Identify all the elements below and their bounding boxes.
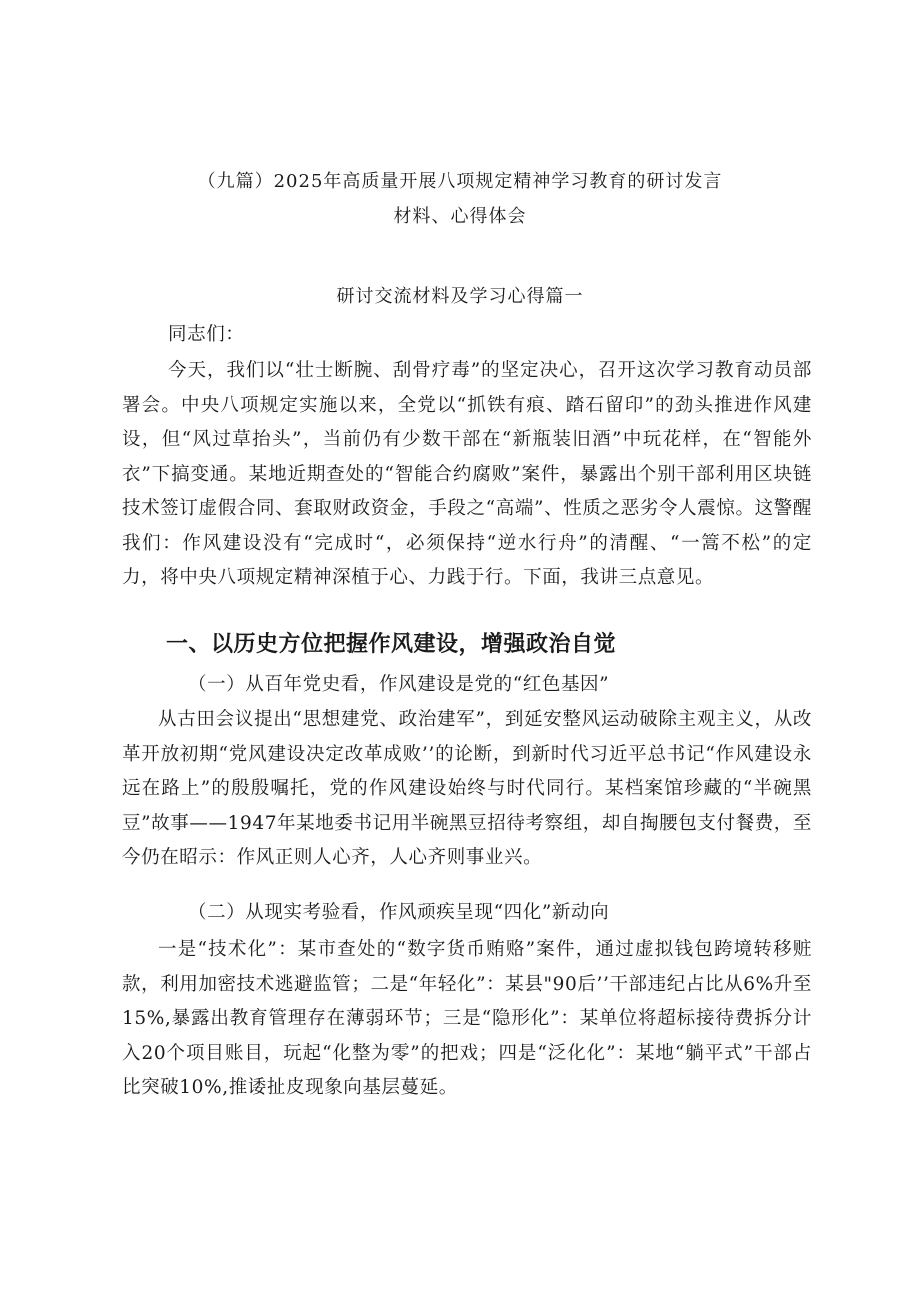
paragraph-intro: 今天，我们以“壮士断腕、刮骨疗毒”的坚定决心，召开这次学习教育动员部署会。中央八项规定实施以来，全党以“抓铁有痕、踏石留印”的劲头推进作风建设，但“风过草抬头”，当前仍有少数干部在“新瓶装旧酒”中玩花样，在“智能外衣”下搞变通。某地近期查处的“智能合约腐败”案件，暴露出个别干部利用区块链技术签订虚假合同、套取财政资金，手段之“高端”、性质之恶劣令人震惊。这警醒我们：作风建设没有“完成时“，必须保持“逆水行舟”的清醒、“一篙不松”的定力，将中央八项规定精神深植于心、力践于行。下面，我讲三点意见。 <box>122 360 812 588</box>
paragraph-reality: 一是“技术化”：某市查处的“数字货币贿赂”案件，通过虚拟钱包跨境转移赃款，利用加密技术逃避监管；二是“年轻化”：某县"90后’’干部违纪占比从6%升至15%,暴露出教育管理存在薄弱环节；三是“隐形化”：某单位将超标接待费拆分计入20个项目账目，玩起“化整为零”的把戏；四是“泛化化”：某地“躺平式”干部占比突破10%,推诿扯皮现象向基层蔓延。 <box>122 939 812 1098</box>
subheading-two: （二）从现实考验看，作风顽疾呈现“四化”新动向 <box>188 902 610 923</box>
section-subtitle: 研讨交流材料及学习心得篇一 <box>336 286 584 307</box>
paragraph-history: 从古田会议提出“思想建党、政治建军”，到延安整风运动破除主观主义，从改革开放初期“党风建设决定改革成败’’的论断，到新时代习近平总书记“作风建设永远在路上”的殷殷嘱托，党的作风建设始终与时代同行。某档案馆珍藏的“半碗黑豆”故事——1947年某地委书记用半碗黑豆招待考察组，却自掏腰包支付餐费，至今仍在昭示：作风正则人心齐，人心齐则事业兴。 <box>122 709 812 868</box>
subheading-one: （一）从百年党史看，作风建设是党的“红色基因” <box>188 674 610 695</box>
greeting: 同志们： <box>168 324 245 345</box>
document-title-line1: （九篇）2025年高质量开展八项规定精神学习教育的研讨发言 <box>197 171 723 192</box>
document-title-line2: 材料、心得体会 <box>393 206 527 227</box>
heading-section-one: 一、以历史方位把握作风建设，增强政治自觉 <box>166 632 617 657</box>
